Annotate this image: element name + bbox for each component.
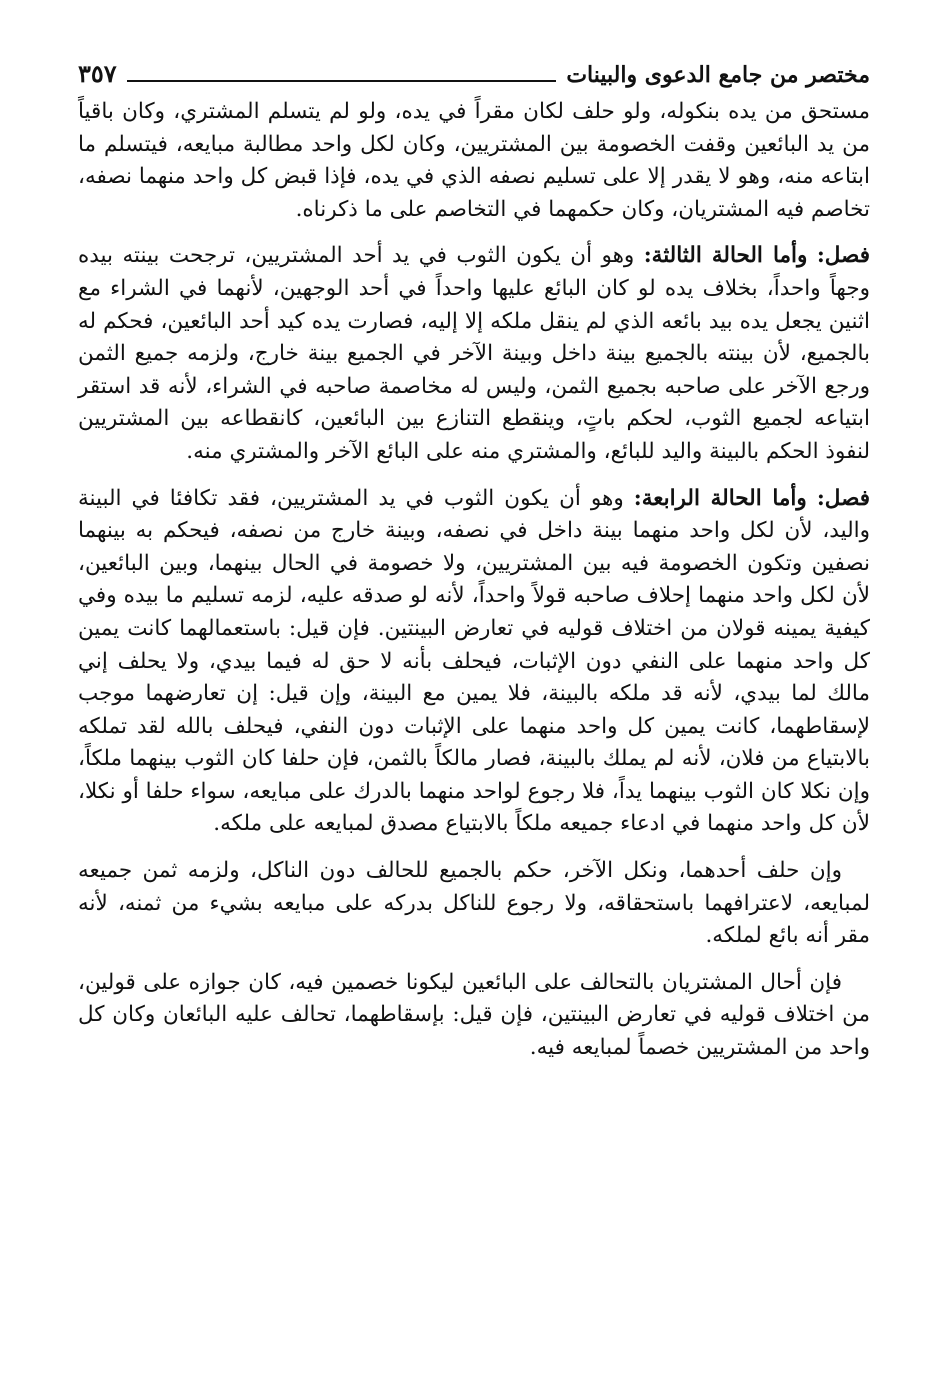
paragraph — [78, 967, 870, 1065]
section-label: فصل: — [816, 485, 870, 511]
paragraph — [78, 96, 870, 226]
paragraph — [78, 855, 870, 953]
paragraph-text: مستحق من يده بنكوله، ولو حلف لكان مقراً في يده، ولو لم يتسلم المشتري، وكان باقياً من يد البائعين وقفت الخصومة بين المشتريين، وكان لكل واحد مطالبة مبايعه، فيتسلم ما ابتاعه منه، وهو لا يقدر إلا على تسليم نصفه الذي في يده، فإذا قبض كل واحد منهما نصفه، تخاصم فيه المشتريان، وكان حكمهما في التخاصم على ما ذكرناه. — [78, 99, 870, 222]
section-label: فصل: — [816, 243, 870, 269]
page-number: ٣٥٧ — [78, 59, 117, 88]
page-header — [78, 58, 870, 88]
section-paragraph — [78, 483, 870, 842]
paragraph-text: وهو أن يكون الثوب في يد أحد المشتريين، ترجحت بينته بيده وجهاً واحداً، بخلاف يده لو كان البائع عليها واحداً في أحد الوجهين، لأنهما في الشراء مع اثنين يجعل يده بيد بائعه الذي لم ينقل ملكه إلا إليه، فصارت يده كيد أحد البائعين، فحكم له بالجميع، لأن بينته بالجميع بينة داخل وبينة الآخر في الجميع بينة خارج، ولزمه جميع الثمن ورجع الآخر على صاحبه بجميع الثمن، وليس له مخاصمة صاحبه في الشراء، لأنه قد استقر ابتياعه لجميع الثوب، لحكم باتٍ، وينقطع التنازع بين البائعين، كانقطاعه بين المشتريين لنفوذ الحكم بالبينة واليد للبائع، والمشتري منه على البائع الآخر والمشتري منه. — [78, 243, 870, 464]
section-heading: وأما الحالة الثالثة: — [643, 243, 808, 269]
paragraph-text: فإن أحال المشتريان بالتحالف على البائعين ليكونا خصمين فيه، كان جوازه على قولين، من اختلاف قوليه في تعارض البينتين، فإن قيل: بإسقاطهما، تحالف عليه البائعان وكان كل واحد من المشتريين خصماً لمبايعه فيه. — [78, 969, 870, 1061]
header-rule — [127, 80, 557, 82]
paragraph-text: وهو أن يكون الثوب في يد المشتريين، فقد تكافئا في البينة واليد، لأن لكل واحد منهما بينة داخل في نصفه، وبينة خارج من نصفه، فيحكم به بينهما نصفين وتكون الخصومة فيه بين المشتريين، ولا خصومة في الحال بينهما، وبين البائعين، لأن لكل واحد منهما إحلاف صاحبه قولاً واحداً، لأنه لو صدقه عليه، لزمه تسليم ما بيده وفي كيفية يمينه قولان من اختلاف قوليه في تعارض البينتين. فإن قيل: باستعمالهما كانت يمين كل واحد منهما على النفي دون الإثبات، فيحلف بأنه لا حق له فيما بيدي، ولا يحلف إني مالك لما بيدي، لأنه قد ملكه بالبينة، فلا يمين مع البينة، وإن قيل: إن تعارضهما موجب لإسقاطهما، كانت يمين كل واحد منهما على الإثبات دون النفي، فيحلف بالله لقد تملكه بالابتياع من فلان، لأنه لم يملك بالبينة، فصار مالكاً بالثمن، فإن حلفا كان الثوب بينهما ملكاً، وإن نكلا كان الثوب بينهما يداً، فلا رجوع لواحد منهما بالدرك على مبايعه، سواء حلفا أو نكلا، لأن كل واحد منهما في ادعاء جميعه ملكاً بالابتياع مصدق لمبايعه على ملكه. — [78, 485, 870, 837]
section-heading: وأما الحالة الرابعة: — [633, 485, 807, 511]
section-paragraph — [78, 240, 870, 468]
page-body — [78, 96, 870, 1065]
paragraph-text: وإن حلف أحدهما، ونكل الآخر، حكم بالجميع للحالف دون الناكل، ولزمه ثمن جميعه لمبايعه، لاعترافهما باستحقاقه، ولا رجوع للناكل بدركه على مبايعه بشيء من ثمنه، لأنه مقر أنه بائع لملكه. — [78, 858, 870, 949]
running-title: مختصر من جامع الدعوى والبينات — [566, 62, 870, 88]
